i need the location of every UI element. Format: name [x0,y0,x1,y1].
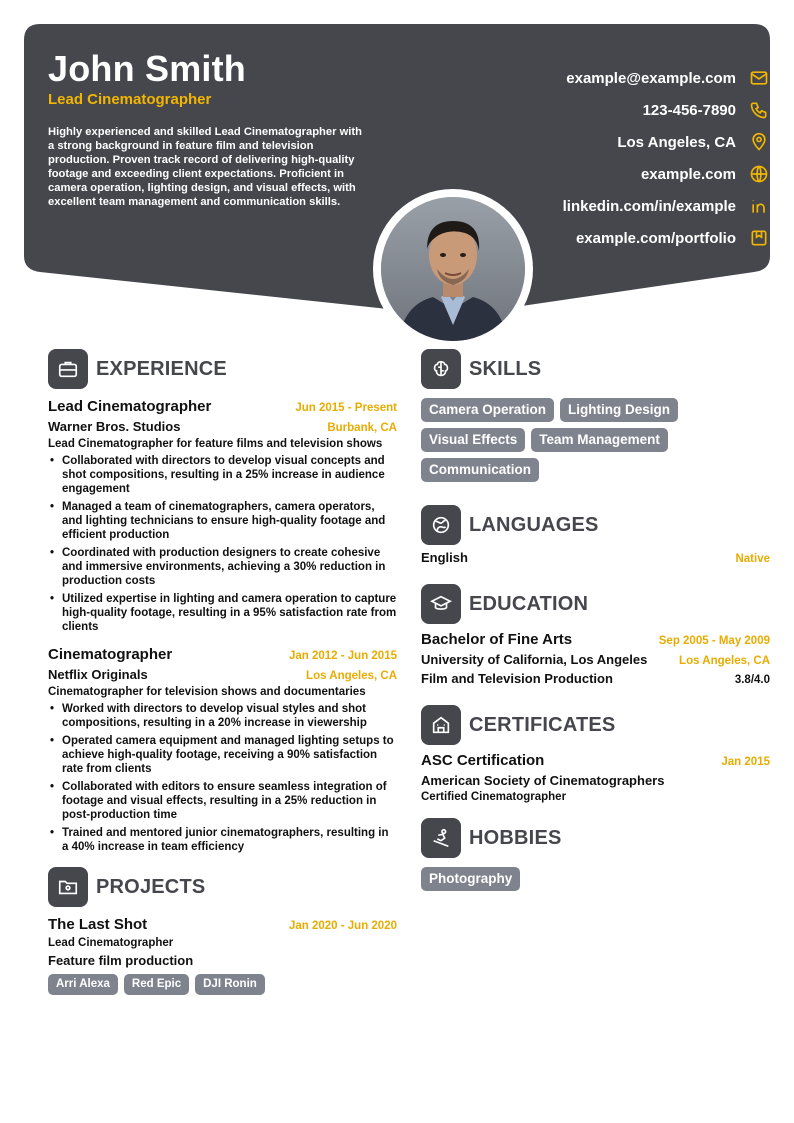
degree: Bachelor of Fine Arts [421,631,573,648]
education-heading: EDUCATION [469,592,589,615]
job-company: Warner Bros. Studios [48,419,181,434]
experience-entry [48,646,397,854]
certificate-date: Jan 2015 [721,756,770,768]
location-icon [748,131,770,153]
contact-email[interactable] [450,62,770,94]
portfolio-icon [748,227,770,249]
projects-section-header [48,866,397,908]
list-item: • Collaborated with editors to ensure seamless integration of footage and visual effects, resulting in a 25% reduction in post-production time [48,780,397,822]
phone-icon [748,99,770,121]
contact-phone[interactable] [450,94,770,126]
folder-icon [48,867,88,907]
certificates-section-header [421,704,770,746]
skill-tag: Visual Effects [421,428,525,452]
candidate-title: Lead Cinematographer [48,91,212,108]
hobby-tag: Photography [421,867,520,891]
building-icon [421,705,461,745]
experience-entry [48,398,397,634]
contact-location-text: Los Angeles, CA [617,133,736,151]
certificate-entry [421,752,770,803]
language-level: Native [735,553,770,565]
projects-heading: PROJECTS [96,875,206,898]
contact-portfolio-text[interactable]: example.com/portfolio [575,229,736,247]
project-tag: Red Epic [124,974,189,995]
education-entry [421,631,770,686]
contact-phone-text[interactable]: 123-456-7890 [642,101,736,119]
project-tag: Arri Alexa [48,974,118,995]
job-location: Los Angeles, CA [306,670,397,682]
linkedin-icon [748,195,770,217]
project-tag: DJI Ronin [195,974,265,995]
job-title: Cinematographer [48,646,173,663]
contact-website[interactable] [450,158,770,190]
hobbies-heading: HOBBIES [469,826,562,849]
skill-tag: Communication [421,458,539,482]
avatar [381,197,525,341]
job-company: Netflix Originals [48,667,148,682]
list-item: • Collaborated with directors to develop visual concepts and shot compositions, resulting in a 25% increase in audience engagement [48,454,397,496]
list-item: • Operated camera equipment and managed lighting setups to achieve high-quality footage, receiving a 90% satisfaction rate from clients [48,734,397,776]
profile-summary: Highly experienced and skilled Lead Cinematographer with a strong background in feature film and television production. Proven track record of delivering high-quality footage and exceeding client expectations. Proficient in camera operation, lighting design, and visual effects, with excellent team management and communication skills. [48,126,362,208]
list-item: • Trained and mentored junior cinematographers, resulting in a 40% increase in team efficiency [48,826,397,854]
project-title: The Last Shot [48,916,148,933]
project-date: Jan 2020 - Jun 2020 [288,920,397,932]
languages-heading: LANGUAGES [469,513,599,536]
project-tags [48,974,397,995]
language-entry [421,550,770,565]
languages-section-header [421,504,770,546]
list-item: • Managed a team of cinematographers, camera operators, and lighting technicians to ensure high-quality footage and efficient production [48,500,397,542]
experience-heading: EXPERIENCE [96,357,227,380]
contact-location [450,126,770,158]
job-summary: Cinematographer for television shows and documentaries [48,686,366,698]
job-title: Lead Cinematographer [48,398,212,415]
school: University of California, Los Angeles [421,652,648,667]
job-bullets [48,702,397,854]
certificate-issuer: American Society of Cinematographers [421,773,665,788]
project-entry [48,916,397,995]
contact-website-text[interactable]: example.com [640,165,736,183]
briefcase-icon [48,349,88,389]
skills-tags [421,398,770,482]
list-item: • Coordinated with production designers to create cohesive and immersive environments, achieving a 30% reduction in production costs [48,546,397,588]
hobbies-tags [421,867,770,891]
mail-icon [748,67,770,89]
language-icon [421,505,461,545]
certificate-detail: Certified Cinematographer [421,791,567,803]
project-description: Feature film production [48,953,194,968]
education-date: Sep 2005 - May 2009 [658,635,770,647]
gpa: 3.8/4.0 [734,674,770,686]
list-item: • Utilized expertise in lighting and camera operation to capture high-quality footage, resulting in a 95% satisfaction rate from clients [48,592,397,634]
experience-section-header [48,348,397,390]
skills-heading: SKILLS [469,357,542,380]
job-summary: Lead Cinematographer for feature films and television shows [48,438,383,450]
job-date: Jun 2015 - Present [295,402,397,414]
graduation-cap-icon [421,584,461,624]
field-of-study: Film and Television Production [421,671,613,686]
left-column [48,348,397,995]
hobbies-section-header [421,817,770,859]
contact-linkedin-text[interactable]: linkedin.com/in/example [562,197,736,215]
right-column [421,348,770,891]
globe-icon [748,163,770,185]
certificates-heading: CERTIFICATES [469,713,616,736]
skills-section-header [421,348,770,390]
skill-tag: Lighting Design [560,398,678,422]
list-item: • Worked with directors to develop visual styles and shot compositions, resulting in a 20% increase in viewership [48,702,397,730]
job-location: Burbank, CA [327,422,397,434]
skill-tag: Camera Operation [421,398,554,422]
skiing-icon [421,818,461,858]
certificate-name: ASC Certification [421,752,545,769]
skill-tag: Team Management [531,428,668,452]
brain-icon [421,349,461,389]
school-location: Los Angeles, CA [679,655,770,667]
job-bullets [48,454,397,634]
candidate-name: John Smith [48,48,246,89]
profile-photo [373,189,533,349]
education-section-header [421,583,770,625]
language-name: English [421,550,468,565]
job-date: Jan 2012 - Jun 2015 [288,650,397,662]
contact-email-text[interactable]: example@example.com [566,69,736,87]
project-role: Lead Cinematographer [48,937,174,949]
